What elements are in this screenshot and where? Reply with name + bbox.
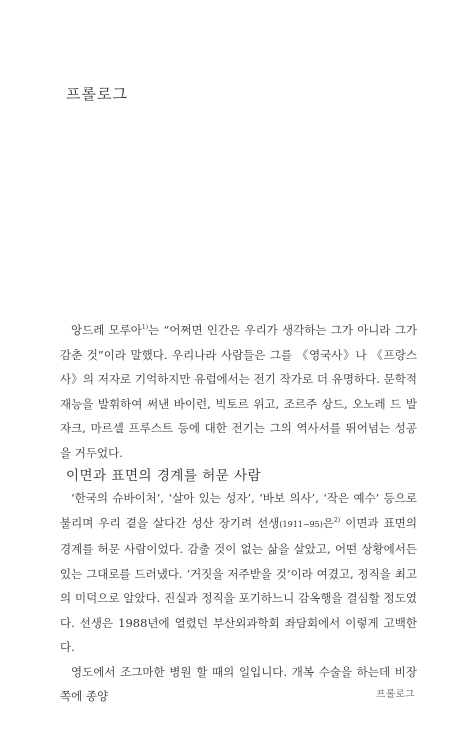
paragraph-body: 이면과 표면의 경계를 허문 사람이었다. 감출 것이 없는 삶을 살았고, 어떤 상황에서든 있는 그대로를 드러냈다. ‘거짓을 저주받을 것’이라 여겼고, 정직을 최고의 미덕으로 알았다. 진실과 정직을 포기하느니 감옥행을 결심할 정도였다. 선생은 1988년에 열렸던 부산외과학회 좌담회에서 이렇게 고백한다. <box>60 515 417 654</box>
paragraph-jang-giryeo <box>60 486 417 660</box>
paragraph-lead: ‘한국의 슈바이처’, ‘살아 있는 성자’, ‘바보 의사’, ‘작은 예수’ 등으로 불리며 우리 곁을 살다간 성산 장기려 선생 <box>60 491 417 530</box>
intro-section <box>60 318 417 465</box>
paragraph-quote: 영도에서 조그마한 병원 할 때의 일입니다. 개복 수술을 하는데 비장 쪽에 종양 <box>60 664 417 703</box>
particle: 은 <box>322 515 334 530</box>
page-title: 프롤로그 <box>66 85 128 103</box>
footnote-mark: 2) <box>333 516 341 524</box>
section-heading: 이면과 표면의 경계를 허문 사람 <box>66 468 262 484</box>
running-footer: 프롤로그 <box>376 689 415 700</box>
years-label: (1911~95) <box>279 519 323 529</box>
paragraph-maurois <box>60 318 417 465</box>
paragraph-body: 는 “어쩌면 인간은 우리가 생각하는 그가 아니라 그가 감춘 것”이라 말했다. 우리나라 사람들은 그를 《영국사》나 《프랑스사》의 저자로 기억하지만 유럽에서는 전기 작가로 더 유명하다. 문학적 재능을 발휘하여 써낸 바이런, 빅토르 위고, 조르주 상드, 오노레 드 발자크, 마르셀 프루스트 등에 대한 전기는 그의 역사서를 뛰어넘는 성공을 거두었다. <box>60 323 417 460</box>
footnote-mark: 1) <box>141 324 149 332</box>
paragraph-lead: 앙드레 모루아 <box>71 323 142 337</box>
section-body <box>60 486 417 709</box>
